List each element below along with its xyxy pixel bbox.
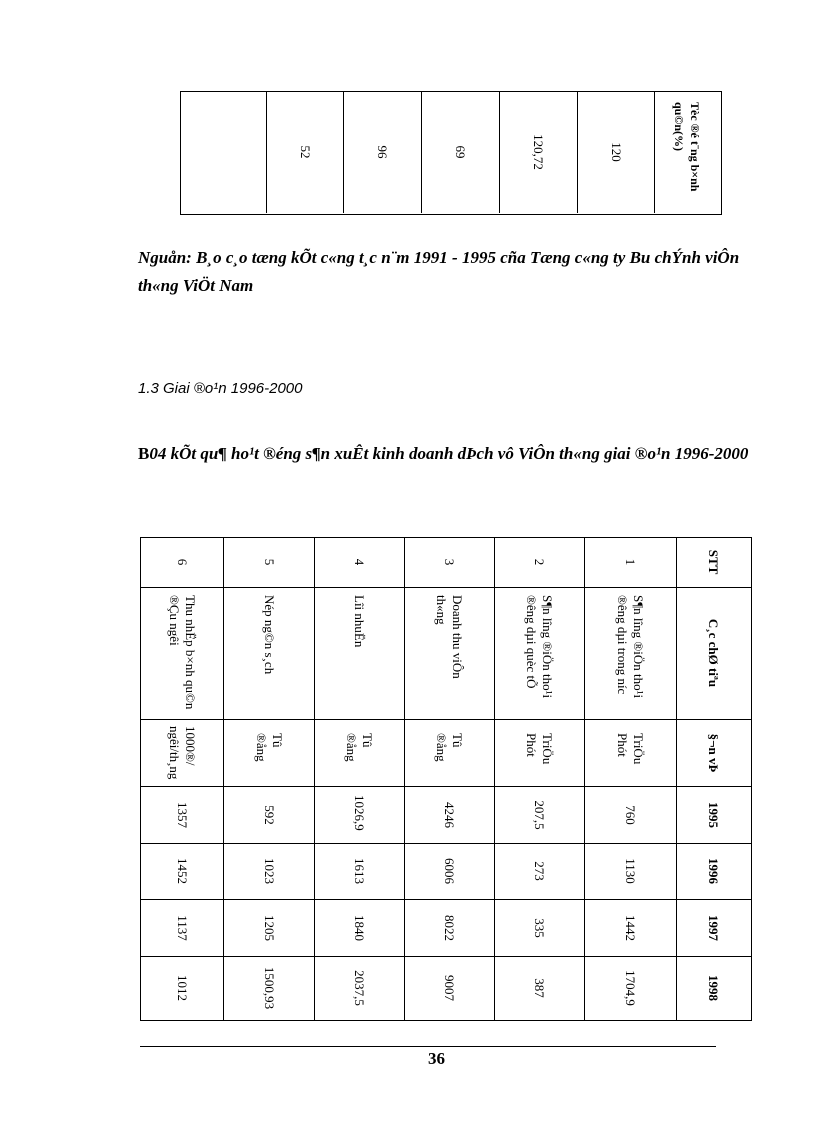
- row-value: 8022: [442, 914, 457, 941]
- header-1996: 1996: [706, 858, 721, 884]
- table-row-6-unit: [140, 719, 223, 786]
- row-unit: Tû ®ång: [344, 732, 375, 762]
- table-cell: [404, 956, 494, 1019]
- table-cell: [314, 843, 404, 899]
- table-caption: [138, 438, 758, 470]
- footer-rule: [140, 1046, 716, 1047]
- row-value: 6006: [442, 858, 457, 884]
- header-stt: STT: [706, 549, 721, 575]
- table-row-1-stt: [584, 537, 676, 587]
- top-value-cell: [577, 91, 654, 213]
- row-value: 1026,9: [352, 794, 367, 831]
- row-value: 1205: [261, 914, 277, 941]
- row-indicator: Nép ng©n s¸ch: [261, 595, 277, 675]
- top-label-cell: [654, 91, 720, 213]
- table-cell: [404, 899, 494, 956]
- top-value-cell: [421, 91, 499, 213]
- top-fragment-table: [180, 91, 722, 215]
- table-cell: [584, 843, 676, 899]
- row-stt: 6: [174, 558, 190, 566]
- row-value: 1012: [174, 974, 190, 1001]
- row-value: 1500,93: [261, 966, 277, 1009]
- top-value: 69: [453, 145, 468, 159]
- header-cell: [676, 843, 750, 899]
- row-value: 1704,9: [623, 969, 638, 1006]
- table-cell: [584, 956, 676, 1019]
- table-cell: [404, 843, 494, 899]
- row-value: 1137: [174, 914, 190, 941]
- table-row-2-stt: [494, 537, 584, 587]
- header-cell: [676, 719, 750, 786]
- table-cell: [314, 786, 404, 843]
- header-1997: 1997: [706, 914, 721, 941]
- table-row-1-indicator: [584, 587, 676, 719]
- page-number: 36: [428, 1049, 445, 1068]
- caption-prefix: B: [138, 444, 150, 463]
- source-note: Nguån: B¸o c¸o tæng kÕt c«ng t¸c n¨m 1991 - 1995 cña Tæng c«ng ty Bu chÝnh viÔn th«ng ViÖt Nam: [138, 248, 740, 295]
- row-value: 1442: [623, 914, 638, 941]
- table-row-6-indicator: [140, 587, 223, 719]
- row-value: 760: [623, 804, 638, 825]
- top-value: 96: [375, 145, 390, 159]
- row-value: 273: [532, 861, 547, 881]
- top-value-cell: [343, 91, 421, 213]
- table-row-6-stt: [140, 537, 223, 587]
- row-unit: Tû ®ång: [253, 732, 285, 762]
- header-cell: [676, 786, 750, 843]
- header-1995: 1995: [706, 801, 721, 828]
- table-row-3-unit: [404, 719, 494, 786]
- row-value: 2037,5: [352, 969, 367, 1006]
- table-cell: [584, 786, 676, 843]
- table-cell: [584, 899, 676, 956]
- table-row-5-unit: [223, 719, 314, 786]
- row-value: 1452: [174, 858, 190, 884]
- row-unit: Tû ®ång: [434, 732, 465, 762]
- row-value: 1130: [623, 858, 638, 884]
- table-cell: [140, 899, 223, 956]
- top-label: Tèc ®é t¨ng b×nh qu©n(%): [672, 102, 702, 192]
- row-indicator: S¶n lîng ®iÖn tho¹i ®êng dµi quèc tÕ: [524, 595, 555, 699]
- table-cell: [223, 899, 314, 956]
- table-cell: [314, 899, 404, 956]
- table-cell: [404, 786, 494, 843]
- row-value: 387: [532, 977, 547, 998]
- table-row-5-indicator: [223, 587, 314, 719]
- top-value-cell: [499, 91, 577, 213]
- table-row-3-stt: [404, 537, 494, 587]
- table-row-1-unit: [584, 719, 676, 786]
- top-value: 120: [608, 142, 624, 162]
- table-row-4-unit: [314, 719, 404, 786]
- row-value: 4246: [442, 801, 457, 828]
- top-value-cell: [180, 91, 266, 213]
- row-unit: 1000®/ ngêi/th¸ng: [166, 725, 198, 779]
- row-stt: 1: [623, 558, 638, 566]
- table-cell: [223, 786, 314, 843]
- row-value: 592: [261, 804, 277, 825]
- row-value: 1613: [352, 858, 367, 884]
- header-unit: §¬n vÞ: [706, 733, 721, 772]
- row-value: 335: [532, 917, 547, 938]
- row-unit: TriÖu Phót: [524, 732, 555, 764]
- row-stt: 3: [442, 558, 457, 566]
- table-cell: [314, 956, 404, 1019]
- header-cell: [676, 899, 750, 956]
- table-cell: [140, 843, 223, 899]
- row-stt: 5: [261, 558, 277, 566]
- top-value-cell: [266, 91, 343, 213]
- top-value: 120,72: [531, 134, 546, 170]
- top-value: 52: [297, 145, 313, 159]
- table-cell: [223, 956, 314, 1019]
- table-row-4-indicator: [314, 587, 404, 719]
- header-indicator: C¸c chØ tiªu: [706, 618, 721, 688]
- row-unit: TriÖu Phót: [615, 732, 646, 764]
- row-stt: 2: [532, 558, 547, 566]
- table-cell: [494, 956, 584, 1019]
- row-value: 1357: [174, 801, 190, 828]
- table-row-3-indicator: [404, 587, 494, 719]
- table-row-2-indicator: [494, 587, 584, 719]
- row-value: 1023: [261, 858, 277, 884]
- row-value: 1840: [352, 914, 367, 941]
- table-cell: [140, 786, 223, 843]
- header-1998: 1998: [706, 974, 721, 1001]
- section-heading: 1.3 Giai ®o¹n 1996-2000: [138, 380, 303, 397]
- table-cell: [223, 843, 314, 899]
- row-indicator: Doanh thu viÔn th«ng: [434, 595, 465, 679]
- table-row-2-unit: [494, 719, 584, 786]
- table-cell: [494, 843, 584, 899]
- row-indicator: S¶n lîng ®iÖn tho¹i ®êng dµi trong níc: [615, 595, 646, 699]
- row-stt: 4: [352, 558, 367, 566]
- table-cell: [494, 786, 584, 843]
- table-row-5-stt: [223, 537, 314, 587]
- header-cell: [676, 537, 750, 587]
- table-cell: [140, 956, 223, 1019]
- table-cell: [494, 899, 584, 956]
- caption-text: 04 kÕt qu¶ ho¹t ®éng s¶n xuÊt kinh doanh dÞch vô ViÔn th«ng giai ®o¹n 1996-2000: [149, 444, 749, 463]
- row-indicator: Thu nhËp b×nh qu©n ®Çu ngêi: [166, 595, 198, 710]
- row-value: 207,5: [532, 799, 547, 830]
- row-indicator: Lîi nhuËn: [352, 595, 367, 648]
- results-table: [140, 537, 752, 1021]
- header-cell: [676, 587, 750, 719]
- table-row-4-stt: [314, 537, 404, 587]
- header-cell: [676, 956, 750, 1019]
- row-value: 9007: [442, 974, 457, 1001]
